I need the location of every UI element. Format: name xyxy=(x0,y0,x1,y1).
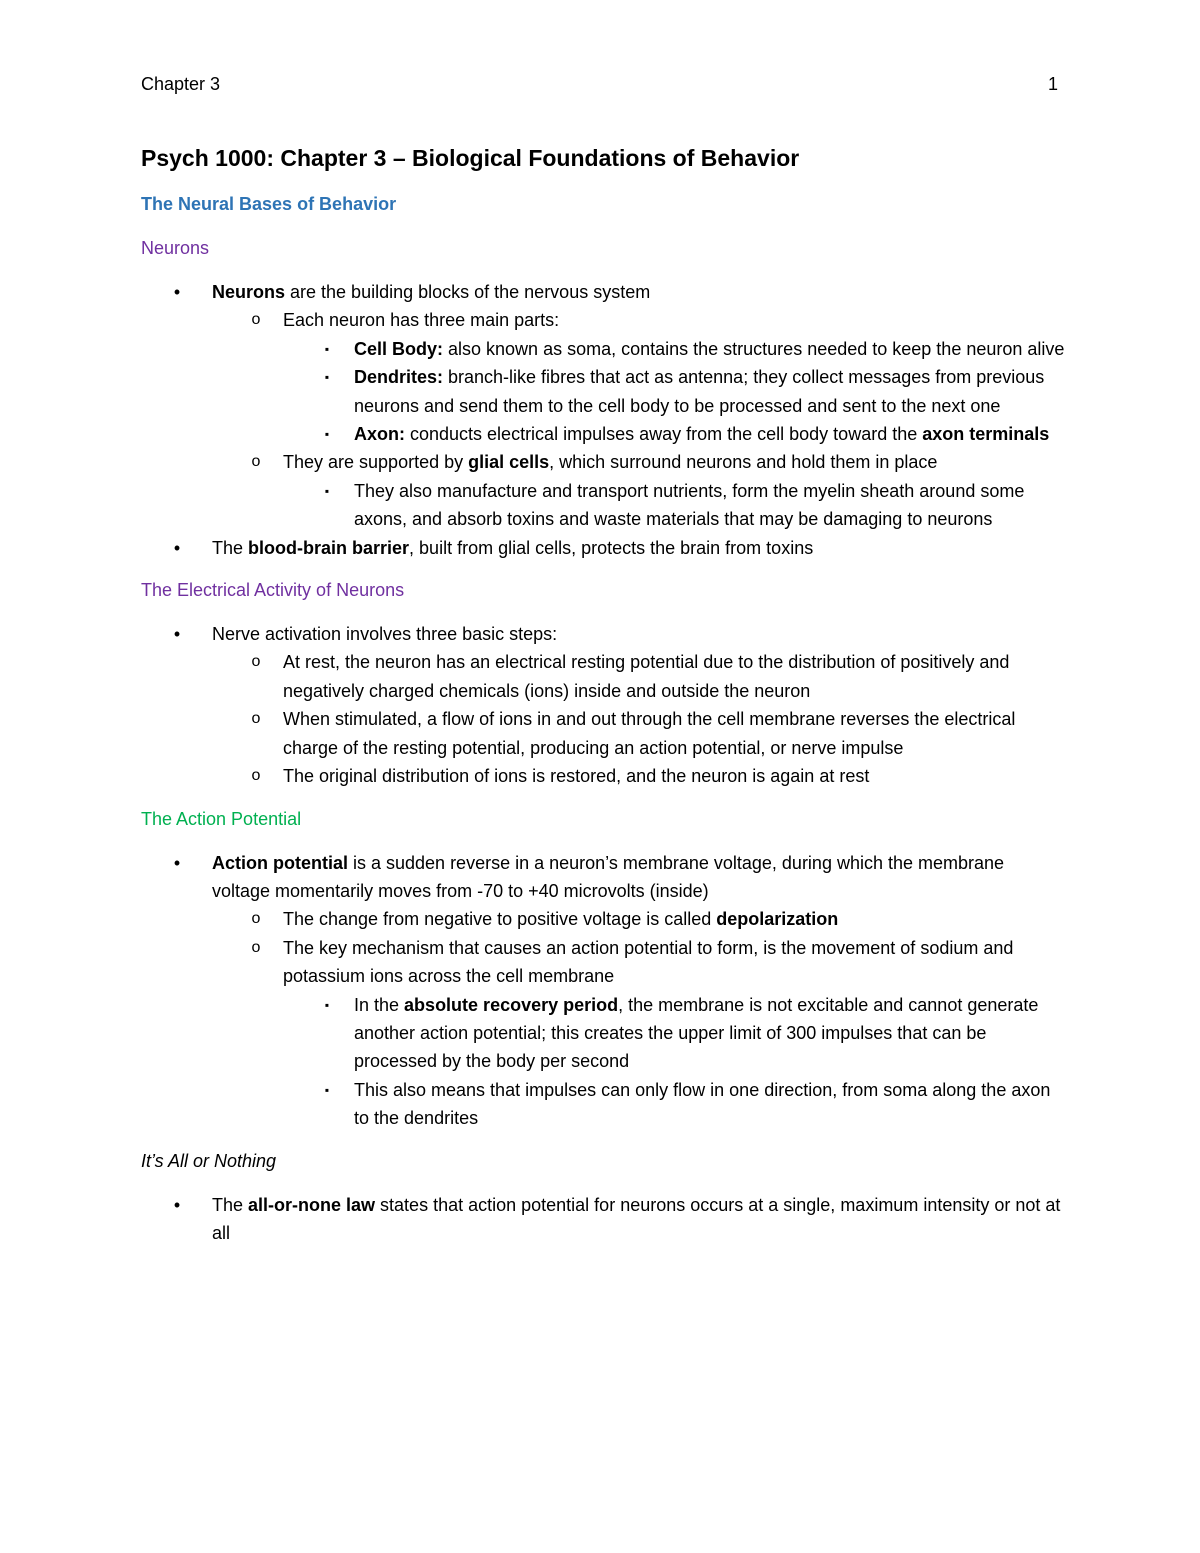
list-item xyxy=(141,534,1066,562)
bullet-disc: • xyxy=(173,852,181,873)
term-action-potential: Action potential xyxy=(212,852,348,873)
sublist xyxy=(141,306,1066,533)
list-item xyxy=(141,849,1066,1133)
list-item xyxy=(283,991,1066,1076)
subsection-heading-neurons: Neurons xyxy=(141,238,210,258)
term-glial-cells: glial cells xyxy=(468,452,550,473)
list-item-text: The original distribution of ions is restored, and the neuron is again at rest xyxy=(283,766,870,787)
document-body xyxy=(141,142,1066,1261)
sublist xyxy=(283,335,1066,449)
bullet-circle: o xyxy=(251,938,261,956)
list-item xyxy=(283,335,1066,363)
list-item xyxy=(212,448,1066,533)
bullet-square: ▪ xyxy=(324,427,330,442)
list-item-text: also known as soma, contains the structures needed to keep the neuron alive xyxy=(443,338,1065,359)
term-cell-body: Cell Body: xyxy=(354,338,444,359)
bullet-square: ▪ xyxy=(324,1082,330,1097)
list-item-text: This also means that impulses can only flow in one direction, from soma along the axon to the dendrites xyxy=(354,1079,1051,1129)
electrical-activity-list xyxy=(141,620,1066,790)
action-potential-list xyxy=(141,849,1066,1133)
bullet-square: ▪ xyxy=(324,341,330,356)
list-item-text: , built from glial cells, protects the brain from toxins xyxy=(409,537,814,558)
list-item-text: is a sudden reverse in a neuron’s membrane voltage, during which the membrane voltage momentarily moves from -70 to +40 microvolts (inside) xyxy=(212,852,1005,901)
section-heading-neural-bases: The Neural Bases of Behavior xyxy=(141,194,397,214)
running-header: Chapter 3 xyxy=(141,74,221,94)
list-item xyxy=(283,420,1066,448)
list-item-text: , the membrane is not excitable and cannot generate another action potential; this creates the upper limit of 300 impulses that can be processed by the body per second xyxy=(354,994,1039,1072)
term-blood-brain-barrier: blood-brain barrier xyxy=(248,537,410,558)
term-depolarization: depolarization xyxy=(716,909,839,930)
list-item xyxy=(212,934,1066,1133)
list-item-text: , which surround neurons and hold them in place xyxy=(549,452,938,473)
list-item xyxy=(141,1191,1066,1248)
list-item xyxy=(141,620,1066,790)
term-absolute-recovery-period: absolute recovery period xyxy=(404,994,619,1015)
list-item-text: The change from negative to positive voltage is called xyxy=(283,909,717,930)
list-item-text: They also manufacture and transport nutrients, form the myelin sheath around some axons, and absorb toxins and waste materials that may be damaging to neurons xyxy=(354,480,1025,530)
term-all-or-none-law: all-or-none law xyxy=(248,1194,376,1215)
term-neurons: Neurons xyxy=(212,282,286,302)
list-item xyxy=(283,363,1066,420)
bullet-disc: • xyxy=(173,282,181,302)
list-item-text: conducts electrical impulses away from the cell body toward the xyxy=(405,424,923,445)
subsection-heading-action-potential: The Action Potential xyxy=(141,808,302,829)
sublist xyxy=(141,648,1066,790)
bullet-disc: • xyxy=(173,1194,181,1215)
bullet-circle: o xyxy=(251,453,261,471)
bullet-disc: • xyxy=(173,624,181,645)
list-item xyxy=(212,762,1066,790)
sublist xyxy=(283,991,1066,1133)
list-item-text: states that action potential for neurons occurs at a single, maximum intensity or not at all xyxy=(212,1194,1061,1243)
subsection-heading-electrical-activity: The Electrical Activity of Neurons xyxy=(141,580,405,601)
term-axon: Axon: xyxy=(354,424,405,445)
list-item-text: are the building blocks of the nervous system xyxy=(285,282,651,302)
list-item xyxy=(212,905,1066,933)
list-item-text: The key mechanism that causes an action potential to form, is the movement of sodium and potassium ions across the cell membrane xyxy=(283,937,1014,987)
list-item xyxy=(141,278,1066,534)
list-item-text: The xyxy=(212,537,249,558)
list-item-text: Nerve activation involves three basic steps: xyxy=(212,624,558,645)
bullet-square: ▪ xyxy=(324,370,330,385)
neurons-list xyxy=(141,278,1066,562)
list-item xyxy=(212,705,1066,762)
list-item xyxy=(212,306,1066,448)
list-item-text: In the xyxy=(354,994,405,1015)
bullet-circle: o xyxy=(251,910,261,928)
list-item-text: The xyxy=(212,1194,249,1215)
bullet-circle: o xyxy=(251,653,261,671)
list-item-text: When stimulated, a flow of ions in and out through the cell membrane reverses the electrical charge of the resting potential, producing an action potential, or nerve impulse xyxy=(283,709,1016,758)
document-title: Psych 1000: Chapter 3 – Biological Foundations of Behavior xyxy=(141,145,800,171)
bullet-circle: o xyxy=(251,311,261,329)
sublist xyxy=(141,905,1066,1132)
bullet-square: ▪ xyxy=(324,997,330,1012)
page-number: 1 xyxy=(1047,74,1058,94)
bullet-square: ▪ xyxy=(324,483,330,498)
term-dendrites: Dendrites: xyxy=(354,367,444,388)
list-item xyxy=(283,1076,1066,1133)
list-item xyxy=(283,477,1066,534)
list-item-text: branch-like fibres that act as antenna; they collect messages from previous neurons and send them to the cell body to be processed and sent to the next one xyxy=(354,367,1045,416)
bullet-circle: o xyxy=(251,767,261,785)
subsection-heading-all-or-nothing: It’s All or Nothing xyxy=(141,1150,277,1171)
all-or-nothing-list xyxy=(141,1191,1066,1248)
sublist xyxy=(283,477,1066,534)
list-item xyxy=(212,648,1066,705)
bullet-circle: o xyxy=(251,710,261,728)
list-item-text: At rest, the neuron has an electrical resting potential due to the distribution of positively and negatively charged chemicals (ions) inside and outside the neuron xyxy=(283,652,1010,701)
bullet-disc: • xyxy=(173,537,181,558)
list-item-text: Each neuron has three main parts: xyxy=(283,310,560,331)
list-item-text: They are supported by xyxy=(283,452,469,473)
term-axon-terminals: axon terminals xyxy=(922,424,1050,445)
